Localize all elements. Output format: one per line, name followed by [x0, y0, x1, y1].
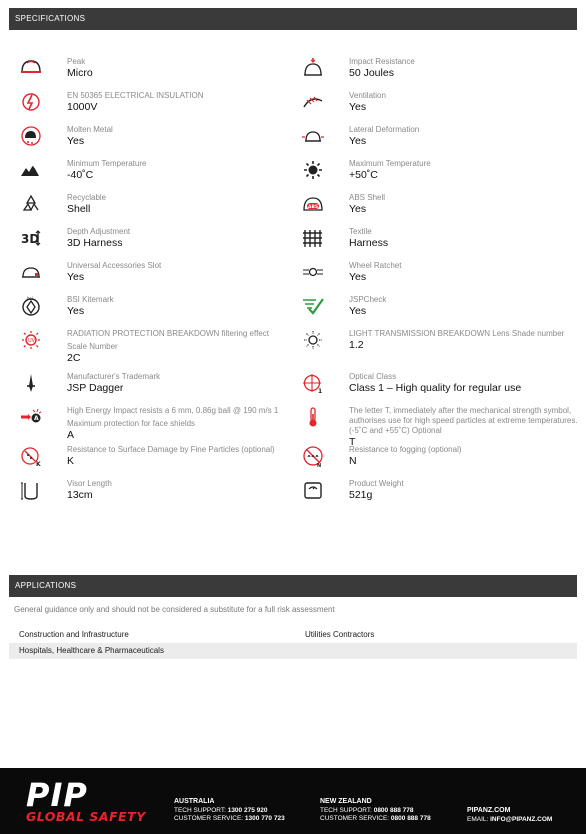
spec-label: Visor Length [67, 479, 112, 488]
spec-item [299, 401, 578, 448]
spec-value: Yes [349, 203, 367, 215]
application-item: Construction and Infrastructure [19, 630, 129, 639]
spec-label: Recyclable [67, 193, 107, 202]
spec-value: 521g [349, 489, 373, 501]
spec-item [17, 474, 287, 508]
spec-label: High Energy Impact resists a 6 mm, 0.86g ball @ 190 m/s 1 [67, 406, 279, 415]
spec-item [17, 52, 287, 86]
bsi-kitemark-icon [17, 294, 45, 318]
spec-value: Yes [67, 271, 85, 283]
spec-label: Molten Metal [67, 125, 113, 134]
footer-web [467, 798, 552, 824]
spec-item [299, 120, 569, 154]
applications-row [9, 627, 577, 643]
spec-item [299, 222, 569, 256]
impact-resistance-icon [299, 56, 327, 80]
spec-item [17, 222, 287, 256]
spec-text [67, 329, 297, 365]
spec-item [299, 440, 569, 474]
abs-shell-icon [299, 192, 327, 216]
spec-item [299, 324, 569, 367]
surface-damage-icon [17, 444, 45, 468]
spec-item [17, 440, 287, 474]
spec-value: Yes [349, 101, 367, 113]
applications-header [9, 575, 577, 597]
spec-label: Depth Adjustment [67, 227, 131, 236]
spec-label: BSI Kitemark [67, 295, 114, 304]
spec-value: 50 Joules [349, 67, 394, 79]
spec-text [67, 227, 297, 250]
spec-text [67, 372, 297, 395]
applications-row [9, 643, 577, 659]
lateral-deformation-icon [299, 124, 327, 148]
spec-label: Product Weight [349, 479, 404, 488]
peak-helmet-icon [17, 56, 45, 80]
spec-text [67, 57, 297, 80]
depth-adjustment-icon [17, 226, 45, 250]
spec-value: Yes [349, 271, 367, 283]
footer-nz-tech-number: 0800 888 778 [373, 807, 414, 814]
visor-length-icon [17, 478, 45, 502]
spec-value: -40˚C [67, 169, 94, 181]
spec-value: N [349, 455, 357, 467]
light-transmission-icon [299, 328, 327, 352]
spec-item [17, 324, 287, 367]
spec-label: Universal Accessories Slot [67, 261, 162, 270]
spec-item [299, 52, 569, 86]
spec-item [299, 188, 569, 222]
spec-item [299, 86, 569, 120]
specifications-header [9, 8, 577, 30]
footer-au-cust-label: CUSTOMER SERVICE: [174, 815, 244, 822]
jsp-dagger-icon [17, 371, 45, 395]
spec-item [17, 120, 287, 154]
spec-label: Resistance to Surface Damage by Fine Particles (optional) [67, 445, 275, 454]
electrical-insulation-icon [17, 90, 45, 114]
spec-label: RADIATION PROTECTION BREAKDOWN filtering effect [67, 329, 269, 338]
footer-website-link[interactable]: PIPANZ.COM [467, 807, 511, 814]
spec-label: Ventilation [349, 91, 386, 100]
spec-text [67, 91, 297, 114]
recyclable-icon [17, 192, 45, 216]
spec-label: Impact Resistance [349, 57, 415, 66]
spec-label: JSPCheck [349, 295, 387, 304]
radiation-protection-icon [17, 328, 45, 352]
spec-text [67, 125, 297, 148]
applications-title: APPLICATIONS [15, 581, 77, 590]
spec-label: Optical Class [349, 372, 397, 381]
footer-au-tech-number: 1300 275 920 [227, 807, 268, 814]
spec-label-secondary: Scale Number [67, 342, 118, 351]
spec-value: Yes [67, 305, 85, 317]
wheel-ratchet-icon [299, 260, 327, 284]
optical-class-icon [299, 371, 327, 395]
accessories-slot-icon [17, 260, 45, 284]
extreme-temperature-icon [299, 405, 327, 429]
svg-text:K: K [36, 461, 41, 467]
spec-value: Yes [67, 135, 85, 147]
spec-label-secondary: Maximum protection for face shields [67, 419, 196, 428]
spec-text [349, 479, 579, 502]
applications-note: General guidance only and should not be considered a substitute for a full risk assessment [14, 605, 335, 614]
spec-item [17, 401, 287, 440]
spec-value: 3D Harness [67, 237, 123, 249]
spec-item [299, 256, 569, 290]
footer-au-title: AUSTRALIA [174, 798, 215, 805]
svg-text:1: 1 [318, 388, 323, 394]
spec-text [349, 445, 579, 468]
spec-text [349, 261, 579, 284]
spec-label: LIGHT TRANSMISSION BREAKDOWN Lens Shade number [349, 329, 565, 338]
spec-text [349, 372, 579, 395]
spec-label: Lateral Deformation [349, 125, 420, 134]
footer-email-label: EMAIL: [467, 816, 489, 823]
spec-item [17, 256, 287, 290]
minimum-temperature-icon [17, 158, 45, 182]
spec-text [349, 91, 579, 114]
spec-text [67, 193, 297, 216]
spec-label: Wheel Ratchet [349, 261, 402, 270]
spec-value: 1000V [67, 101, 98, 113]
spec-text [349, 159, 579, 182]
spec-item [17, 290, 287, 324]
spec-text [67, 295, 297, 318]
spec-item [299, 290, 569, 324]
spec-value: T [349, 436, 356, 448]
spec-item [299, 367, 569, 401]
spec-item [17, 154, 287, 188]
footer-nz-title: NEW ZEALAND [320, 798, 372, 805]
spec-text [349, 329, 579, 352]
svg-text:ABS: ABS [308, 205, 319, 210]
spec-value: +50˚C [349, 169, 378, 181]
maximum-temperature-icon [299, 158, 327, 182]
spec-item [299, 154, 569, 188]
footer-au-cust-number: 1300 770 723 [244, 815, 285, 822]
spec-label: Maximum Temperature [349, 159, 431, 168]
jsp-check-icon [299, 294, 327, 318]
spec-column-right [299, 52, 578, 508]
spec-value: A [67, 429, 75, 441]
textile-harness-icon [299, 226, 327, 250]
high-energy-impact-icon [17, 405, 45, 429]
product-weight-icon [299, 478, 327, 502]
spec-label: The letter T, immediately after the mechanical strength symbol, authorises use for high speed particles at extreme temperatures. (-5˚C and +55˚C) Optional [349, 406, 578, 435]
footer-australia [174, 798, 285, 823]
footer-nz-tech-label: TECH SUPPORT: [320, 807, 372, 814]
application-item: Hospitals, Healthcare & Pharmaceuticals [19, 646, 164, 655]
spec-text [349, 193, 579, 216]
spec-text [67, 479, 297, 502]
ventilation-icon [299, 90, 327, 114]
spec-text [67, 445, 297, 468]
svg-text:A: A [34, 415, 39, 422]
spec-text [349, 57, 579, 80]
spec-label: ABS Shell [349, 193, 386, 202]
spec-value: 2C [67, 352, 81, 364]
spec-value: 1.2 [349, 339, 364, 351]
footer [0, 768, 586, 834]
svg-text:3D: 3D [21, 232, 40, 246]
spec-text [67, 159, 297, 182]
spec-label: EN 50365 ELECTRICAL INSULATION [67, 91, 204, 100]
spec-value: Harness [349, 237, 389, 249]
spec-item [17, 86, 287, 120]
pip-logo [26, 776, 156, 826]
specifications-title: SPECIFICATIONS [15, 14, 86, 23]
spec-label: Textile [349, 227, 372, 236]
spec-label: Peak [67, 57, 86, 66]
logo-sub: GLOBAL SAFETY [26, 809, 146, 824]
svg-text:bsi: bsi [27, 296, 33, 301]
spec-text [349, 227, 579, 250]
spec-value: JSP Dagger [67, 382, 124, 394]
logo-main: PIP [26, 776, 88, 814]
spec-value: Micro [67, 67, 93, 79]
spec-item [17, 188, 287, 222]
spec-value: Yes [349, 305, 367, 317]
footer-email-link[interactable]: INFO@PIPANZ.COM [490, 816, 553, 823]
footer-au-tech-label: TECH SUPPORT: [174, 807, 226, 814]
molten-metal-icon [17, 124, 45, 148]
spec-text [67, 406, 297, 442]
footer-nz-cust-label: CUSTOMER SERVICE: [320, 815, 390, 822]
spec-value: Yes [349, 135, 367, 147]
spec-label: Resistance to fogging (optional) [349, 445, 462, 454]
svg-text:UV: UV [28, 338, 36, 344]
spec-value: Class 1 – High quality for regular use [349, 382, 522, 394]
footer-nz-cust-number: 0800 888 778 [390, 815, 431, 822]
footer-new-zealand [320, 798, 431, 823]
spec-value: K [67, 455, 75, 467]
anti-fog-icon [299, 444, 327, 468]
spec-column-left [17, 52, 287, 508]
spec-item [17, 367, 287, 401]
spec-text [349, 295, 579, 318]
spec-label: Manufacturer's Trademark [67, 372, 161, 381]
spec-text [349, 125, 579, 148]
svg-text:N: N [317, 463, 322, 467]
spec-text [67, 261, 297, 284]
application-item: Utilities Contractors [305, 630, 375, 639]
spec-value: 13cm [67, 489, 93, 501]
spec-value: Shell [67, 203, 91, 215]
spec-item [299, 474, 569, 508]
spec-label: Minimum Temperature [67, 159, 147, 168]
